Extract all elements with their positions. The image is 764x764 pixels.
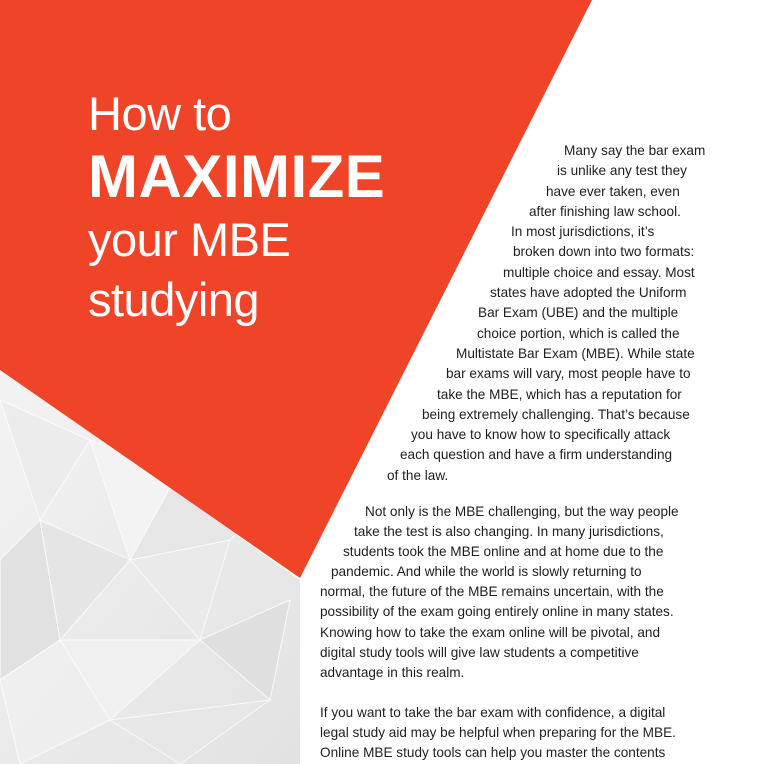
title-line-studying: studying	[88, 273, 260, 326]
text-line: take the test is also changing. In many jurisdictions,	[354, 524, 664, 540]
text-line: Many say the bar exam	[564, 143, 706, 158]
text-line: take the MBE, which has a reputation for	[437, 386, 682, 402]
text-line: If you want to take the bar exam with confidence, a digital	[320, 704, 666, 720]
text-line: is unlike any test they	[557, 163, 687, 179]
text-line: normal, the future of the MBE remains uncertain, with the	[320, 584, 664, 600]
title-line-maximize: MAXIMIZE	[88, 143, 386, 210]
text-line: multiple choice and essay. Most	[503, 264, 695, 280]
text-line: Bar Exam (UBE) and the multiple	[478, 305, 679, 321]
text-line: you have to know how to specifically attack	[411, 427, 671, 443]
text-line: of the law.	[387, 467, 449, 483]
text-line: advantage in this realm.	[320, 664, 465, 680]
text-line: after finishing law school.	[529, 203, 681, 219]
text-line: students took the MBE online and at home due to the	[343, 544, 664, 560]
body-paragraph-2	[300, 502, 760, 763]
text-line: being extremely challenging. That’s because	[422, 406, 690, 422]
text-line: bar exams will vary, most people have to	[446, 366, 691, 382]
text-line: broken down into two formats:	[513, 244, 695, 260]
title-line-how-to: How to	[88, 87, 232, 140]
text-line: choice portion, which is called the	[477, 325, 680, 341]
text-line: each question and have a firm understanding	[400, 447, 673, 463]
text-line: states have adopted the Uniform	[490, 285, 687, 301]
text-line: pandemic. And while the world is slowly returning to	[331, 564, 642, 580]
text-line: In most jurisdictions, it’s	[511, 224, 655, 240]
text-line: have ever taken, even	[546, 183, 680, 199]
intro-paragraph	[360, 141, 760, 486]
text-line: Multistate Bar Exam (MBE). While state	[456, 345, 695, 361]
page-title	[88, 84, 385, 330]
text-line: Knowing how to take the exam online will be pivotal, and	[320, 624, 661, 640]
text-line: legal study aid may be helpful when preparing for the MBE.	[320, 724, 676, 740]
text-line: possibility of the exam going entirely online in many states.	[320, 604, 674, 620]
text-line: Online MBE study tools can help you master the contents	[320, 745, 666, 761]
text-line: Not only is the MBE challenging, but the way people	[365, 504, 679, 519]
title-line-your-mbe: your MBE	[88, 213, 291, 266]
text-line: digital study tools will give law students a competitive	[320, 644, 639, 660]
